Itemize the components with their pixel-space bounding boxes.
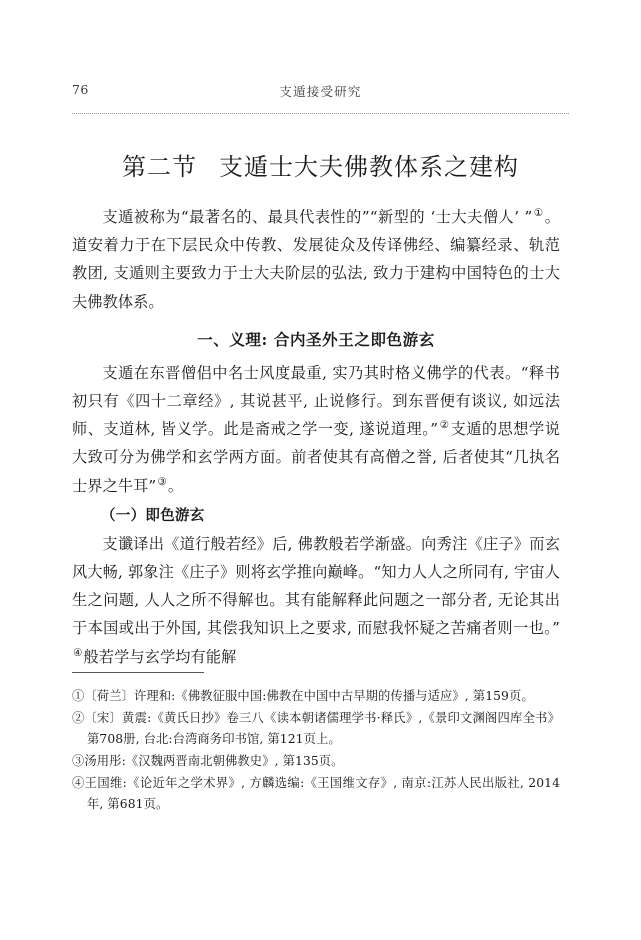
running-title: 支遁接受研究 — [279, 84, 362, 99]
section-heading-text: 支遁士大夫佛教体系之建构 — [219, 153, 519, 181]
footnote-text: 汤用彤:《汉魏两晋南北朝佛教史》, 第135页。 — [84, 754, 344, 768]
body-text — [72, 203, 560, 671]
footnote-item — [72, 751, 560, 772]
footnote-marker: ④ — [72, 776, 85, 790]
footnote-ref-2[interactable]: ② — [439, 419, 450, 432]
footnote-ref-4[interactable]: ④ — [73, 646, 83, 659]
footnote-text: 王国维:《论近年之学术界》, 方麟选编:《王国维文存》, 南京:江苏人民出版社, 2014年, 第681页。 — [84, 776, 560, 811]
section-number: 第二节 — [122, 153, 197, 181]
footnote-item — [72, 686, 560, 707]
paragraph-3-part-b: 般若学与玄学均有能解 — [83, 647, 237, 666]
subsubsection-heading: （一）即色游玄 — [101, 506, 205, 524]
paragraph-1 — [72, 203, 560, 316]
footnote-item — [72, 708, 560, 750]
footnote-marker: ② — [72, 711, 85, 725]
footnote-ref-1[interactable]: ① — [533, 206, 544, 219]
paragraph-2-part-a: 支遁在东晋僧侣中名士风度最重, 实乃其时格义佛学的代表。“释书初只有《四十二章经》, 其说甚平, 止说修行。到东晋便有谈议, 如远法师、支道林, 皆义学。此是斋戒之学一变, 遂说道理。” — [72, 363, 560, 439]
section-heading — [72, 150, 569, 184]
footnote-text: 〔宋〕黄震:《黄氏日抄》卷三八《读本朝诸儒理学书·释氏》,《景印文渊阁四库全书》第708册, 台北:台湾商务印书馆, 第121页上。 — [84, 711, 560, 746]
paragraph-2 — [72, 359, 560, 500]
paragraph-1-part-a: 支遁被称为“最著名的、最具代表性的”“新型的 ‘士大夫僧人’ ” — [102, 208, 533, 226]
paragraph-3 — [72, 530, 560, 671]
subsection-heading: 一、义理: 合内圣外王之即色游玄 — [197, 329, 435, 349]
footnote-marker: ① — [72, 689, 85, 703]
footnote-text: 〔荷兰〕许理和:《佛教征服中国:佛教在中国中古早期的传播与适应》, 第159页。 — [84, 689, 534, 703]
footnotes — [72, 672, 560, 816]
paragraph-2-part-b: 支遁的思想学说大致可分为佛学和玄学两方面。前者使其有高僧之誉, 后者使其“几执名士界之牛耳” — [72, 420, 560, 495]
paragraph-1-part-b: 。道安着力于在下层民众中传教、发展徒众及传译佛经、编纂经录、轨范教团, 支遁则主要致力于士大夫阶层的弘法, 致力于建构中国特色的士大夫佛教体系。 — [72, 208, 560, 311]
paragraph-2-part-c: 。 — [167, 476, 184, 495]
footnote-item — [72, 773, 560, 815]
paragraph-3-part-a: 支谶译出《道行般若经》后, 佛教般若学渐盛。向秀注《庄子》而玄风大畅, 郭象注《庄子》则将玄学推向巅峰。“知力人人之所同有, 宇宙人生之问题, 人人之所不得解也。其有能解释此问题之一部分者, 无论其出于本国或出于外国, 其偿我知识上之要求, 而慰我怀疑之苦痛者则一也。” — [72, 534, 560, 638]
running-head — [72, 82, 569, 104]
footnote-ref-3[interactable]: ③ — [157, 475, 167, 488]
footnote-marker: ③ — [72, 754, 85, 768]
footnote-divider — [72, 672, 204, 673]
header-divider — [72, 113, 569, 114]
page-number: 76 — [72, 82, 89, 97]
